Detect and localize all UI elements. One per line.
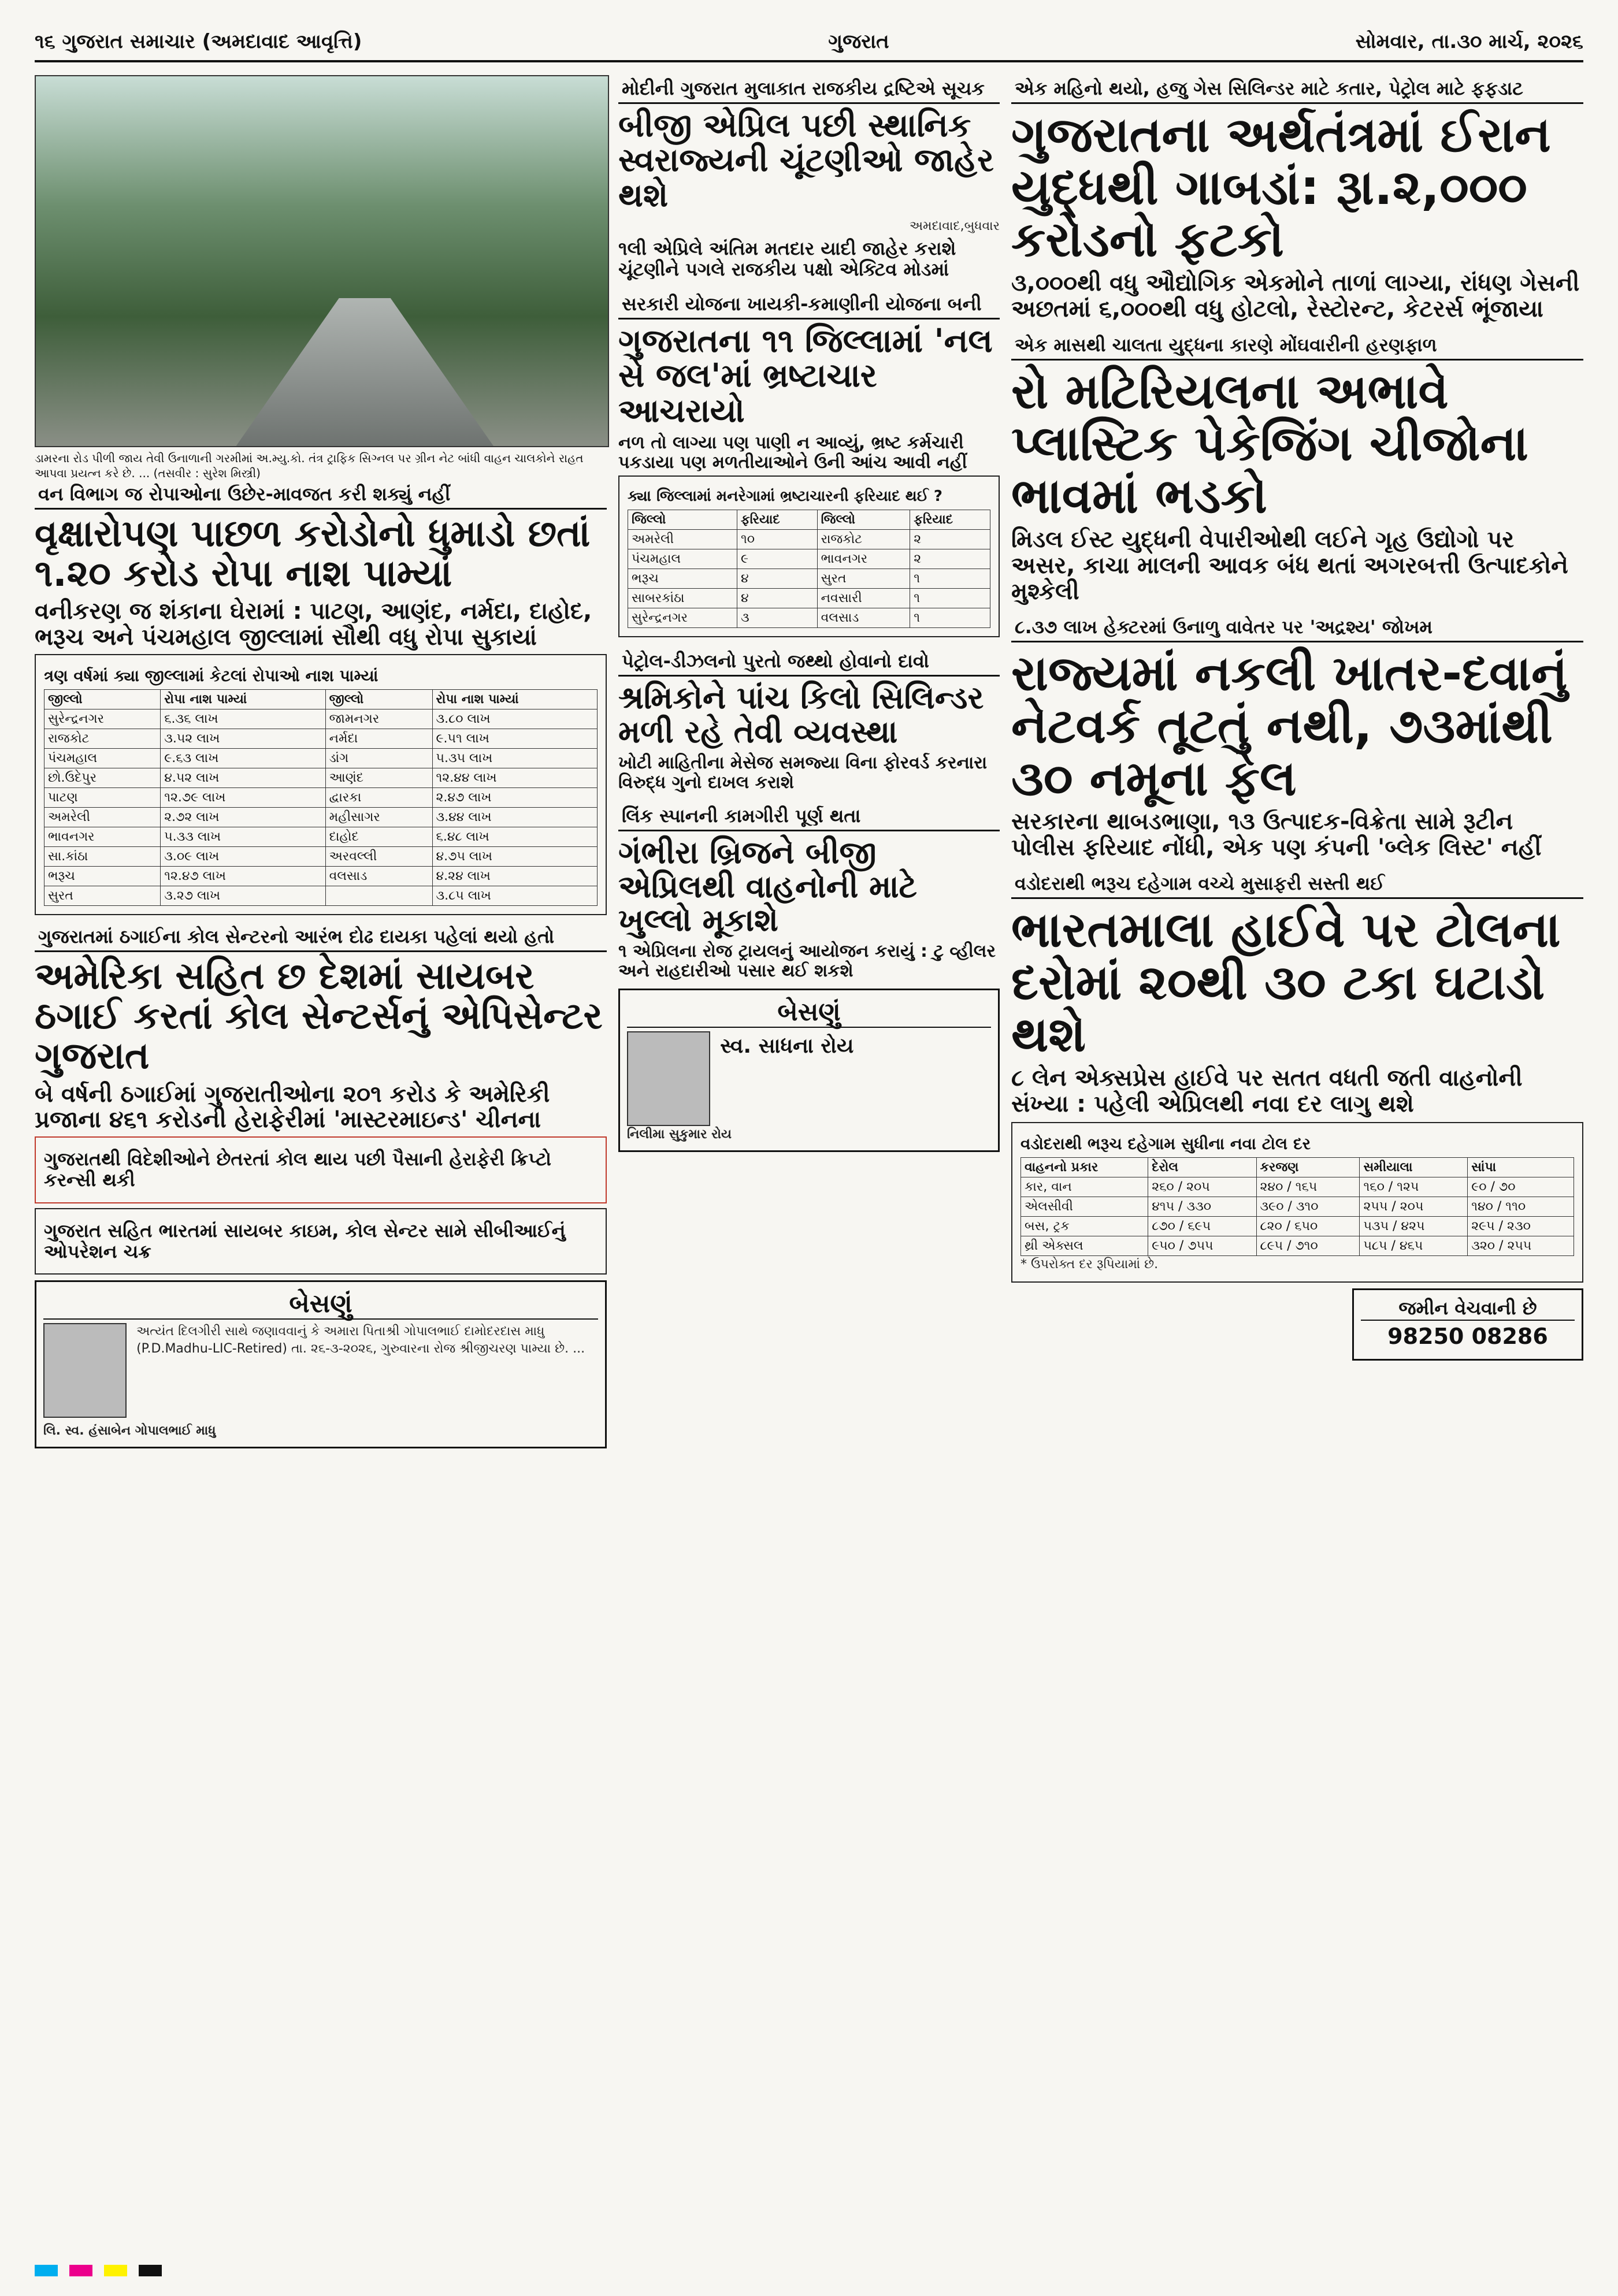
obituary-title-2: બેસણું xyxy=(627,997,991,1028)
table-row: સુરત ૩.૨૭ લાખ ૩.૮૫ લાખ xyxy=(44,886,598,906)
obituary-body: અત્યંત દિલગીરી સાથે જણાવવાનું કે અમારા પિતાશ્રી ગોપાલભાઈ દામોદરદાસ માધુ (P.D.Madhu-LIC-Retired) તા. ૨૬-૩-૨૦૨૬, ગુરુવારના રોજ શ્રીજીચરણ પામ્યા છે. ... xyxy=(136,1324,585,1357)
plastic-subhead: મિડલ ઈસ્ટ યુદ્ધની વેપારીઓથી લઈને ગૃહ ઉદ્યોગો પર અસર, કાચા માલની આવક બંધ થતાં અગરબત્તી ઉત્પાદકોને મુશ્કેલી xyxy=(1011,526,1568,605)
toll-kicker: વડોદરાથી ભરૂચ દહેગામ વચ્ચે મુસાફરી સસ્તી થઈ xyxy=(1011,870,1583,899)
fuel-kicker: પેટ્રોલ-ડીઝલનો પુરતો જથ્થો હોવાનો દાવો xyxy=(618,648,1000,677)
avatar-2 xyxy=(627,1031,710,1126)
iran-subhead: ૩,૦૦૦થી વધુ ઔદ્યોગિક એકમોને તાળાં લાગ્યા, રાંધણ ગેસની અછતમાં ૬,૦૦૦થી વધુ હોટલો, રેસ્ટોરન્ટ, કેટરર્સ ભૂંજાયા xyxy=(1011,270,1580,322)
table-row: એલસીવી ૪૧૫ / ૩૩૦ ૩૯૦ / ૩૧૦ ૨૫૫ / ૨૦૫ ૧૪૦ / ૧૧૦ xyxy=(1021,1197,1574,1217)
yellow-swatch xyxy=(104,2265,127,2276)
nal-se-jal-kicker: સરકારી યોજના ખાયકી-કમાણીની યોજના બની xyxy=(618,291,1000,319)
table-row: કાર, વાન ૨૬૦ / ૨૦૫ ૨૪૦ / ૧૬૫ ૧૬૦ / ૧૨૫ ૯૦ / ૭૦ xyxy=(1021,1177,1574,1197)
toll-note: * ઉપરોક્ત દર રૂપિયામાં છે. xyxy=(1020,1257,1159,1272)
cbi-box xyxy=(35,1208,607,1275)
table-row: ભરૂચ ૧૨.૪૭ લાખ વલસાડ ૪.૨૪ લાખ xyxy=(44,867,598,886)
photo-credit: (તસવીર : સુરેશ મિસ્ત્રી) xyxy=(153,466,261,480)
column-right xyxy=(1011,75,1583,1361)
cylinder-headline: શ્રમિકોને પાંચ કિલો સિલિન્ડર મળી રહે તેવી વ્યવસ્થા xyxy=(618,679,984,750)
page-header xyxy=(35,23,1583,62)
crypto-box xyxy=(35,1136,607,1203)
column-left xyxy=(35,75,607,1448)
bridge-kicker: લિંક સ્પાનની કામગીરી પૂર્ણ થતા xyxy=(618,803,1000,831)
photo-caption: ડામરના રોડ પીળી જાય તેવી ઉનાળાની ગરમીમાં અ.મ્યુ.કો. તંત્ર ટ્રાફિક સિગ્નલ પર ગ્રીન નેટ બાંધી વાહન ચાલકોને રાહત આપવા પ્રયત્ન કરે છે. ... (તસવીર : સુરેશ મિસ્ત્રી) xyxy=(35,451,584,480)
nal-se-jal-headline: ગુજરાતના ૧૧ જિલ્લામાં 'નલ સે જલ'માં ભ્રષ્ટાચાર આચરાયો xyxy=(618,322,993,430)
cyber-headline: અમેરિકા સહિત છ દેશમાં સાયબર ઠગાઈ કરતાં કોલ સેન્ટર્સનું એપિસેન્ટર ગુજરાત xyxy=(35,955,603,1078)
black-swatch xyxy=(139,2265,162,2276)
fertilizer-kicker: ૮.૩૭ લાખ હેક્ટરમાં ઉનાળુ વાવેતર પર 'અદ્રશ્ય' જોખમ xyxy=(1011,614,1583,642)
table-row: ભરૂચ ૪ સુરત ૧ xyxy=(628,569,990,589)
tree-plantation-kicker: વન વિભાગ જ રોપાઓના ઉછેર-માવજત કરી શક્યું નહીં xyxy=(35,481,607,510)
saplings-table-title: ત્રણ વર્ષમાં ક્યા જીલ્લામાં કેટલાં રોપાઓ નાશ પામ્યાં xyxy=(44,666,378,685)
bridge-headline: ગંભીરા બ્રિજને બીજી એપ્રિલથી વાહનોની માટે ખુલ્લો મૂકાશે xyxy=(618,834,917,938)
table-row: અમરેલી ૨.૭૨ લાખ મહીસાગર ૩.૪૪ લાખ xyxy=(44,808,598,827)
cyber-subhead: બે વર્ષની ઠગાઈમાં ગુજરાતીઓના ૨૦૧ કરોડ કે અમેરિકી પ્રજાના ૪૬૧ કરોડની હેરાફેરીમાં 'માસ્ટરમાઇન્ડ' ચીનના xyxy=(35,1080,550,1134)
obituary-ad-middle xyxy=(618,989,1000,1152)
nal-se-jal-subhead: નળ તો લાગ્યા પણ પાણી ન આવ્યું, ભ્રષ્ટ કર્મચારી પકડાયા પણ મળતીયાઓને ઉની આંચ આવી નહીં xyxy=(618,433,967,473)
magenta-swatch xyxy=(69,2265,92,2276)
cylinder-subhead: ખોટી માહિતીના મેસેજ સમજ્યા વિના ફોરવર્ડ કરનારા વિરુદ્ધ ગુનો દાખલ કરાશે xyxy=(618,753,988,793)
toll-table-box xyxy=(1011,1122,1583,1283)
election-subhead: ૧લી એપ્રિલે અંતિમ મતદાર યાદી જાહેર કરાશે ચૂંટણીને પગલે રાજકીય પક્ષો એક્ટિવ મોડમાં xyxy=(618,237,956,280)
header-center: ગુજરાત xyxy=(828,30,889,53)
table-row: બસ, ટ્રક ૮૭૦ / ૬૯૫ ૮૨૦ / ૬૫૦ ૫૩૫ / ૪૨૫ ૨૯૫ / ૨૩૦ xyxy=(1021,1217,1574,1236)
header-right: સોમવાર, તા.૩૦ માર્ચ, ૨૦૨૬ xyxy=(1355,30,1583,53)
land-sale-ad xyxy=(1352,1288,1583,1361)
crypto-box-title: ગુજરાતથી વિદેશીઓને છેતરતાં કોલ થાય પછી પૈસાની હેરાફેરી ક્રિપ્ટો કરન્સી થકી xyxy=(44,1148,552,1191)
table-row: સા.કાંઠા ૩.૦૯ લાખ અરવલ્લી ૪.૭૫ લાખ xyxy=(44,847,598,867)
cyber-kicker: ગુજરાતમાં ઠગાઈના કોલ સેન્ટરનો આરંભ દોઢ દાયકા પહેલાં થયો હતો xyxy=(35,923,607,952)
table-row: થ્રી એક્સલ ૯૫૦ / ૭૫૫ ૮૯૫ / ૭૧૦ ૫૮૫ / ૪૬૫ ૩૨૦ / ૨૫૫ xyxy=(1021,1236,1574,1256)
column-middle xyxy=(618,75,1000,1152)
toll-table-title: વડોદરાથી ભરૂચ દહેગામ સુધીના નવા ટોલ દર xyxy=(1020,1134,1311,1153)
iran-kicker: એક મહિનો થયો, હજુ ગેસ સિલિન્ડર માટે કતાર, પેટ્રોલ માટે ફફડાટ xyxy=(1011,75,1583,104)
obituary-family-2: નિલીમા સુકુમાર રોય xyxy=(627,1127,732,1142)
mnrega-table-title: ક્યા જિલ્લામાં મનરેગામાં ભ્રષ્ટાચારની ફરિયાદ થઈ ? xyxy=(628,488,942,506)
cyan-swatch xyxy=(35,2265,58,2276)
fertilizer-subhead: સરકારના થાબડભાણા, ૧૩ ઉત્પાદક-વિક્રેતા સામે રૂટીન પોલીસ ફરિયાદ નોંધી, એક પણ કંપની 'બ્લેક લિસ્ટ' નહીં xyxy=(1011,808,1542,861)
avatar xyxy=(43,1323,127,1418)
modi-kicker: મોદીની ગુજરાત મુલાકાત રાજકીય દ્રષ્ટિએ સૂચક xyxy=(618,75,1000,104)
cbi-kicker: ગુજરાત સહિત ભારતમાં સાયબર કાઇમ, કોલ સેન્ટર સામે સીબીઆઈનું ઓપરેશન ચક્ર xyxy=(44,1219,566,1262)
fertilizer-headline: રાજ્યમાં નકલી ખાતર-દવાનું નેટવર્ક તૂટતું નથી, ૭૩માંથી ૩૦ નમૂના ફેલ xyxy=(1011,645,1568,807)
election-headline: બીજી એપ્રિલ પછી સ્થાનિક સ્વરાજ્યની ચૂંટણીઓ જાહેર થશે xyxy=(618,107,994,214)
table-row: છો.ઉદેપુર ૪.૫૨ લાખ આણંદ ૧૨.૪૪ લાખ xyxy=(44,768,598,788)
table-row: સુરેન્દ્રનગર ૩ વલસાડ ૧ xyxy=(628,608,990,628)
bridge-subhead: ૧ એપ્રિલના રોજ ટ્રાયલનું આયોજન કરાયું : ટુ વ્હીલર અને રાહદારીઓ પસાર થઈ શકશે xyxy=(618,941,996,981)
table-row: સુરેન્દ્રનગર ૬.૩૬ લાખ જામનગર ૩.૮૦ લાખ xyxy=(44,709,598,729)
table-row: ભાવનગર ૫.૩૩ લાખ દાહોદ ૬.૪૮ લાખ xyxy=(44,827,598,847)
mnrega-table-box xyxy=(618,475,1000,637)
mnrega-table: જિલ્લો ફરિયાદ જિલ્લો ફરિયાદ અમરેલી ૧૦ રાજકોટ ૨ પંચમહાલ ૯ ભાવનગર ૨ ભરૂચ ૪ સુરત ૧ સાબરકાંઠા ૪ નવસારી ૧ સુરેન્દ્રનગર ૩ વલસાડ ૧ xyxy=(628,510,990,628)
obituary-title: બેસણું xyxy=(43,1289,598,1320)
land-sale-phone: 98250 08286 xyxy=(1387,1323,1548,1349)
toll-table: વાહનનો પ્રકાર દેરોલ કરજણ સમીયાલા સાંપા કાર, વાન ૨૬૦ / ૨૦૫ ૨૪૦ / ૧૬૫ ૧૬૦ / ૧૨૫ ૯૦ / ૭૦ એલસીવી ૪૧૫ / ૩૩૦ ૩૯૦ / ૩૧૦ ૨૫૫ / ૨૦૫ ૧૪૦ / ૧૧૦ બસ, ટ્રક ૮૭૦ / ૬૯૫ ૮૨૦ / ૬૫૦ ૫૩૫ / ૪૨૫ ૨૯૫ / ૨૩૦ થ્રી એક્સલ ૯૫૦ / ૭૫૫ ૮૯૫ / ૭૧૦ ૫૮૫ / ૪૬૫ ૩૨૦ / ૨૫૫ xyxy=(1020,1157,1574,1256)
table-row: સાબરકાંઠા ૪ નવસારી ૧ xyxy=(628,589,990,608)
obituary-name: સ્વ. સાધના રોય xyxy=(720,1034,854,1058)
saplings-table-box xyxy=(35,654,607,915)
plastic-headline: રો મટિરિયલના અભાવે પ્લાસ્ટિક પેકેજિંગ ચીજોના ભાવમાં ભડકો xyxy=(1011,362,1528,525)
iran-headline: ગુજરાતના અર્થતંત્રમાં ઈરાન યુદ્ધથી ગાબડાં: રૂા.૨,૦૦૦ કરોડનો ફટકો xyxy=(1011,106,1551,268)
tree-plantation-headline: વૃક્ષારોપણ પાછળ કરોડોનો ધુમાડો છતાં ૧.૨૦ કરોડ રોપા નાશ પામ્યાં xyxy=(35,512,591,596)
plastic-kicker: એક માસથી ચાલતા યુદ્ધના કારણે મોંઘવારીની હરણફાળ xyxy=(1011,332,1583,361)
saplings-table: જીલ્લો રોપા નાશ પામ્યાં જીલ્લો રોપા નાશ પામ્યાં સુરેન્દ્રનગર ૬.૩૬ લાખ જામનગર ૩.૮૦ લાખ રાજકોટ ૩.૫૨ લાખ નર્મદા ૯.૫૧ લાખ પંચમહાલ ૯.૬૩ લાખ ડાંગ ૫.૩૫ લાખ છો.ઉદેપુર ૪.૫૨ લાખ આણંદ ૧૨.૪૪ લાખ પાટણ ૧૨.૭૯ લાખ દ્વારકા ૨.૪૭ લાખ અમરેલી ૨.૭૨ લાખ મહીસાગર ૩.૪૪ લાખ ભાવનગર ૫.૩૩ લાખ દાહોદ ૬.૪૮ લાખ સા.કાંઠા ૩.૦૯ લાખ અરવલ્લી ૪.૭૫ લાખ ભરૂચ ૧૨.૪૭ લાખ વલસાડ ૪.૨૪ લાખ સુરત ૩.૨૭ લાખ ૩.૮૫ લાખ xyxy=(44,689,598,906)
table-row: અમરેલી ૧૦ રાજકોટ ૨ xyxy=(628,530,990,549)
table-row: પાટણ ૧૨.૭૯ લાખ દ્વારકા ૨.૪૭ લાખ xyxy=(44,788,598,808)
tree-road-photo xyxy=(35,75,609,447)
toll-subhead: ૮ લેન એક્સપ્રેસ હાઈવે પર સતત વધતી જતી વાહનોની સંખ્યા : પહેલી એપ્રિલથી નવા દર લાગુ થશે xyxy=(1011,1065,1523,1117)
tree-plantation-subhead: વનીકરણ જ શંકાના ઘેરામાં : પાટણ, આણંદ, નર્મદા, દાહોદ, ભરૂચ અને પંચમહાલ જીલ્લામાં સૌથી વધુ રોપા સુકાયાં xyxy=(35,598,592,651)
table-row: રાજકોટ ૩.૫૨ લાખ નર્મદા ૯.૫૧ લાખ xyxy=(44,729,598,749)
land-sale-title: જમીન વેચવાની છે xyxy=(1361,1297,1575,1321)
color-registration-bar xyxy=(35,2265,1583,2279)
table-row: પંચમહાલ ૯.૬૩ લાખ ડાંગ ૫.૩૫ લાખ xyxy=(44,749,598,768)
election-dateline: અમદાવાદ,બુધવાર xyxy=(909,219,1000,234)
obituary-ad-left xyxy=(35,1280,607,1448)
obituary-family: લિ. સ્વ. હંસાબેન ગોપાલભાઈ માધુ xyxy=(43,1424,216,1439)
header-left: ૧૬ ગુજરાત સમાચાર (અમદાવાદ આવૃત્તિ) xyxy=(35,30,362,53)
toll-headline: ભારતમાલા હાઈવે પર ટોલના દરોમાં ૨૦થી ૩૦ ટકા ઘટાડો થશે xyxy=(1011,901,1561,1063)
table-row: પંચમહાલ ૯ ભાવનગર ૨ xyxy=(628,549,990,569)
